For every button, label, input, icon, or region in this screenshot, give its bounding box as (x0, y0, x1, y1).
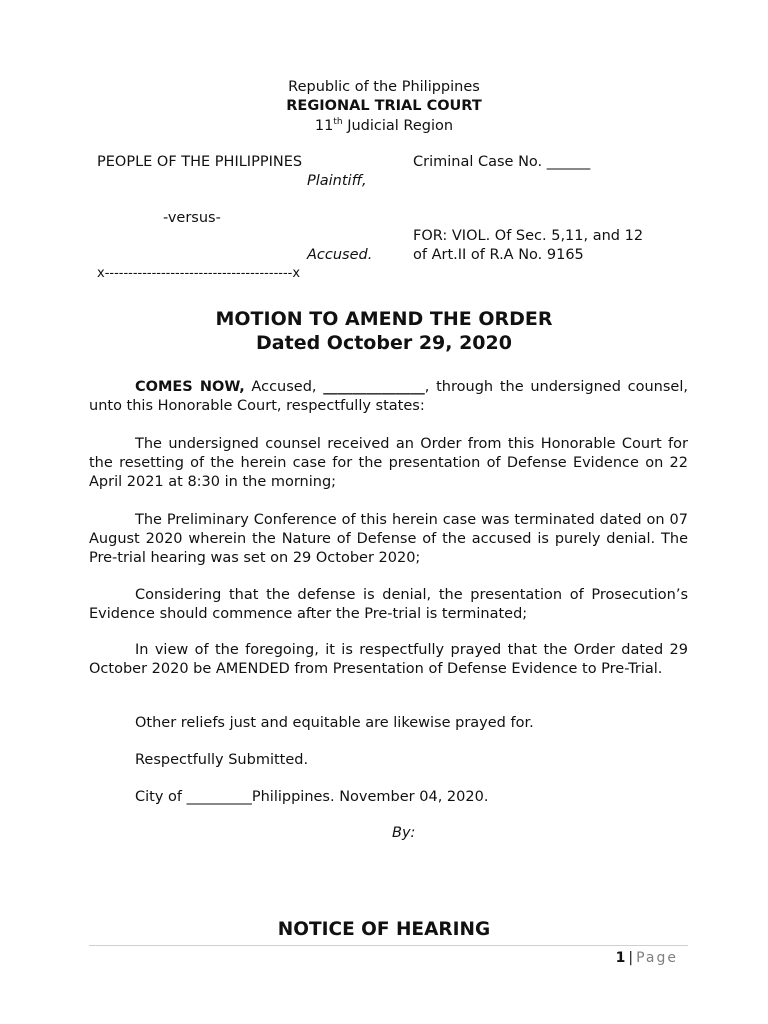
region-superscript: th (333, 117, 343, 127)
order-received-text: The undersigned counsel received an Order from this Honorable Court for the resetting of the herein case for the presentation of Defense Evidence on 22 April 2021 at 8:30 in the morning; (89, 436, 688, 490)
page-label: Page (636, 950, 678, 966)
preliminary-conference-text: The Preliminary Conference of this herein case was terminated dated on 07 August 2020 wherein the Nature of Defense of the accused is purely denial. The Pre-trial hearing was set on 29 October 2020; (89, 512, 688, 566)
footer-rule (89, 945, 688, 946)
city-date-text: City of _________Philippines. November 04, 2020. (135, 789, 489, 805)
footer-separator: | (628, 950, 634, 966)
motion-date: Dated October 29, 2020 (256, 332, 512, 354)
paragraph-city-date (89, 788, 688, 807)
paragraph-other-reliefs (89, 714, 688, 733)
accused-label: Accused, (244, 379, 324, 395)
violation-line-1: FOR: VIOL. Of Sec. 5,11, and 12 (413, 228, 644, 244)
case-number: Criminal Case No. ______ (413, 154, 591, 170)
accused-role: Accused. (307, 247, 373, 263)
paragraph-order-received (89, 435, 688, 492)
region-label: Judicial Region (342, 117, 454, 134)
motion-title: MOTION TO AMEND THE ORDER (215, 308, 553, 330)
plaintiff-role: Plaintiff, (307, 173, 367, 189)
court-name: REGIONAL TRIAL COURT (286, 98, 482, 114)
by-label: By: (392, 825, 416, 841)
region-number: 11 (314, 117, 334, 134)
plaintiff-name: PEOPLE OF THE PHILIPPINES (97, 154, 303, 170)
accused-blank: ______________ (323, 379, 425, 395)
paragraph-prayer (89, 641, 688, 679)
judicial-region (0, 117, 768, 134)
comes-now-lead: COMES NOW, (135, 379, 245, 395)
paragraph-considering (89, 586, 688, 624)
considering-text: Considering that the defense is denial, the presentation of Prosecution’s Evidence should commence after the Pre-trial is terminated; (89, 587, 688, 622)
prayer-text: In view of the foregoing, it is respectfully prayed that the Order dated 29 October 2020 be AMENDED from Presentation of Defense Evidence to Pre-Trial. (89, 642, 688, 677)
other-reliefs-text: Other reliefs just and equitable are likewise prayed for. (135, 715, 534, 731)
versus-label: -versus- (163, 210, 221, 226)
page-footer (616, 950, 678, 966)
paragraph-comes-now (89, 378, 688, 416)
submitted-text: Respectfully Submitted. (135, 752, 309, 768)
notice-of-hearing-heading: NOTICE OF HEARING (277, 919, 491, 940)
violation-line-2: of Art.II of R.A No. 9165 (413, 247, 584, 263)
paragraph-submitted (89, 751, 688, 770)
republic-line: Republic of the Philippines (288, 79, 480, 95)
comes-now-rest: , through the undersigned counsel, unto this Honorable Court, respectfully states: (89, 379, 688, 414)
paragraph-preliminary-conference (89, 511, 688, 568)
page-number: 1 (615, 950, 626, 966)
caption-divider: x----------------------------------------x (97, 266, 301, 281)
